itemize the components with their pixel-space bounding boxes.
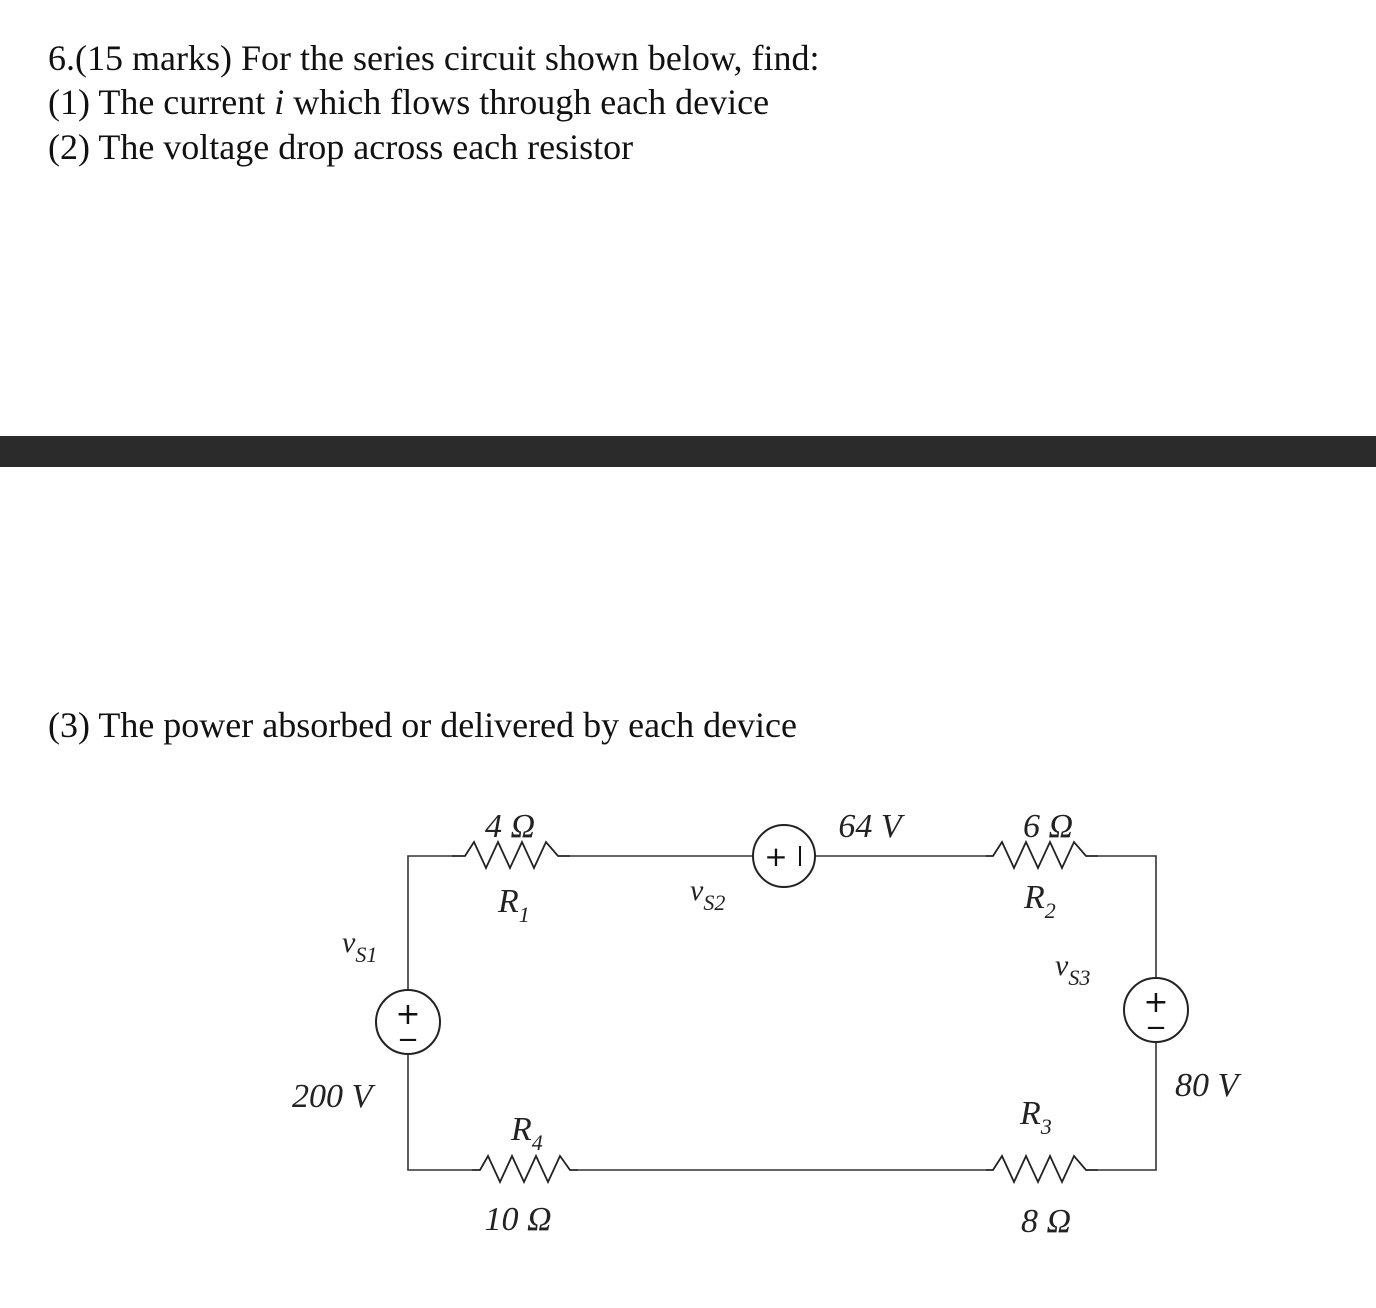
r4-name-label bbox=[510, 1111, 543, 1155]
r2-name-label bbox=[1023, 879, 1056, 923]
vs3-name: v bbox=[1055, 949, 1069, 982]
wire-bottom-left bbox=[408, 1052, 472, 1170]
part1-suffix: which flows through each device bbox=[284, 82, 770, 122]
question-heading: 6.(15 marks) For the series circuit shown below, find: bbox=[48, 38, 820, 78]
r3-subscript: 3 bbox=[1040, 1114, 1052, 1139]
part1-prefix: (1) The current bbox=[48, 82, 275, 122]
vs1-name: v bbox=[342, 926, 356, 959]
r3-name-label bbox=[1019, 1095, 1052, 1139]
r4-name: R bbox=[511, 1111, 532, 1148]
r4-subscript: 4 bbox=[531, 1130, 543, 1155]
r1-name: R bbox=[498, 883, 519, 920]
r1-value-label: 4 Ω bbox=[484, 808, 536, 845]
wire-r2-right bbox=[1098, 856, 1156, 983]
vs3-value-label: 80 V bbox=[1175, 1067, 1239, 1104]
resistor-r1-symbol bbox=[452, 842, 570, 868]
vs3-subscript: S3 bbox=[1068, 965, 1091, 990]
vs1-value-label: 200 V bbox=[292, 1078, 373, 1115]
r3-value-label: 8 Ω bbox=[1020, 1203, 1072, 1240]
r1-subscript: 1 bbox=[518, 902, 530, 927]
vs2-subscript: S2 bbox=[703, 890, 726, 915]
wire-right-bottom bbox=[1098, 1041, 1156, 1170]
r2-value-label: 6 Ω bbox=[1022, 808, 1074, 845]
vs3-plus-sign: + bbox=[1143, 985, 1169, 1020]
vs2-name: v bbox=[690, 874, 704, 907]
r1-name-label bbox=[497, 883, 530, 927]
question-part-3: (3) The power absorbed or delivered by each device bbox=[48, 705, 798, 745]
wire-left-top bbox=[408, 856, 452, 1012]
resistor-r2-symbol bbox=[986, 842, 1098, 868]
vs2-plus-sign: + bbox=[764, 840, 788, 873]
r2-subscript: 2 bbox=[1044, 898, 1056, 923]
vs1-name-label bbox=[342, 926, 377, 967]
current-variable: i bbox=[274, 82, 285, 122]
r4-value-label: 10 Ω bbox=[484, 1201, 552, 1238]
vs3-name-label bbox=[1055, 949, 1090, 990]
vs1-minus-sign: − bbox=[397, 1025, 419, 1055]
vs1-plus-sign: + bbox=[395, 997, 421, 1032]
vs2-name-label bbox=[690, 874, 725, 915]
r2-name: R bbox=[1024, 879, 1045, 916]
resistor-r4-symbol bbox=[472, 1156, 578, 1182]
vs3-minus-sign: − bbox=[1145, 1013, 1167, 1043]
vs1-subscript: S1 bbox=[355, 942, 378, 967]
question-part-2: (2) The voltage drop across each resistor bbox=[48, 127, 634, 167]
r3-name: R bbox=[1020, 1095, 1041, 1132]
vs2-value-label: 64 V bbox=[838, 808, 902, 845]
resistor-r3-symbol bbox=[986, 1156, 1098, 1182]
